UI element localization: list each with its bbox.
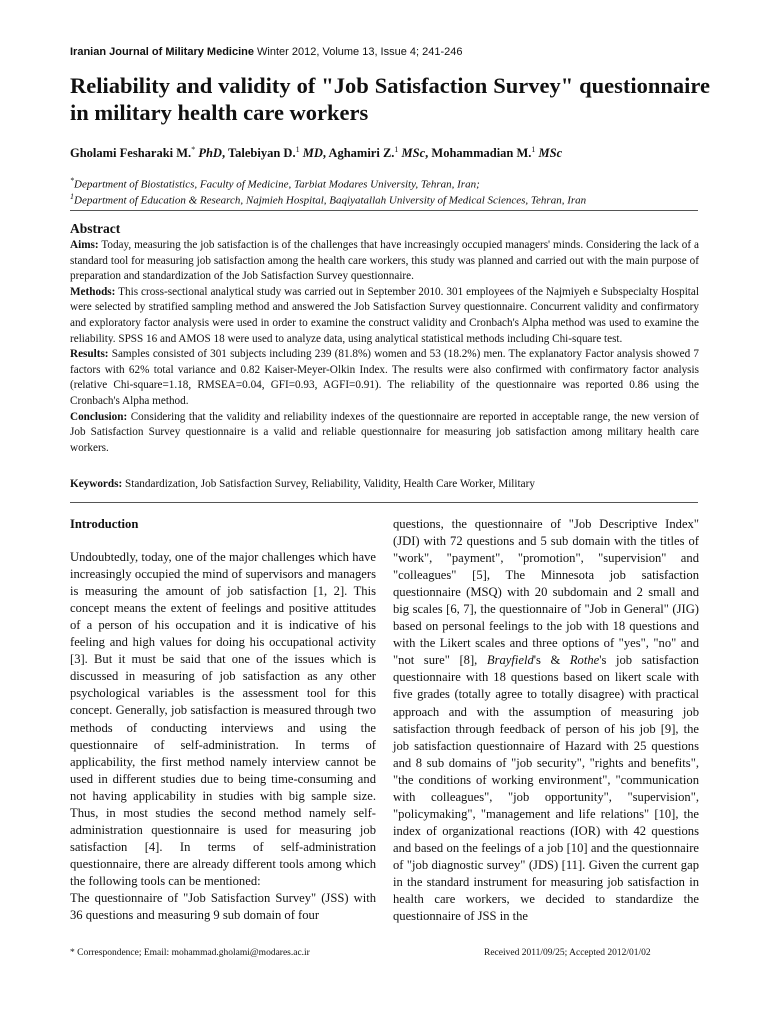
aims-text: Today, measuring the job satisfaction is of the challenges that have increasingly occupied managers' minds. Considering the lack of a standard tool for measuring job satisfaction among the health care workers, this study was planned and carried out with the main purpose of preparation and standardization of the Job Satisfaction Survey questionnaire. [70, 239, 699, 283]
article-title: Reliability and validity of "Job Satisfaction Survey" questionnaire in military health care workers [70, 73, 710, 125]
intro-text: 's & [533, 653, 570, 668]
right-column [393, 516, 699, 925]
keywords [70, 478, 699, 490]
affiliation-mark: 1 [70, 192, 74, 201]
intro-paragraph [393, 516, 699, 925]
abstract-heading: Abstract [70, 221, 121, 236]
journal-header [70, 46, 463, 58]
author-reference: Rothe [569, 653, 600, 668]
received-dates: Received 2011/09/25; Accepted 2012/01/02 [484, 948, 651, 958]
affiliation-text: Department of Education & Research, Najmieh Hospital, Baqiyatallah University of Medical Sciences, Tehran, Iran [74, 194, 587, 207]
results-text: Samples consisted of 301 subjects including 239 (81.8%) women and 53 (18.2%) men. The explanatory Factor analysis showed 7 factors with 62% total variance and 0.82 Kaiser-Meyer-Olkin Index. The results were also confirmed with confirmatory factor analysis (relative Chi-square=1.18, RMSEA=0.04, GFI=0.93, AGFI=0.91). The reliability of the questionnaire was reported 0.86 using the Cronbach's Alpha method. [70, 348, 700, 407]
abstract-results [70, 347, 699, 409]
affiliation [70, 176, 710, 191]
results-label: Results: [70, 348, 109, 361]
affiliation-text: Department of Biostatistics, Faculty of Medicine, Tarbiat Modares University, Tehran, Iran; [74, 178, 480, 191]
abstract-body [70, 238, 699, 456]
journal-issue: Winter 2012, Volume 13, Issue 4; 241-246 [257, 46, 463, 58]
journal-name: Iranian Journal of Military Medicine [70, 46, 254, 58]
author-mark: * [191, 145, 196, 154]
aims-label: Aims: [70, 239, 99, 251]
conclusion-text: Considering that the validity and reliability indexes of the questionnaire are reported in acceptable range, the new version of Job Satisfaction Survey questionnaire is a valid and reliable questionnaire for measuring job satisfaction among military health care workers. [70, 410, 700, 454]
left-column [70, 516, 376, 924]
author-degree: MSc [538, 146, 563, 161]
affiliation-mark: * [70, 176, 74, 185]
author-mark: 1 [531, 145, 536, 154]
affiliation [70, 192, 710, 207]
author-degree: MD [302, 146, 323, 161]
intro-paragraph: The questionnaire of "Job Satisfaction Survey" (JSS) with 36 questions and measuring 9 sub domain of four [70, 890, 376, 923]
methods-label: Methods: [70, 285, 116, 298]
abstract-aims [70, 238, 699, 285]
author-reference: Brayfield [486, 653, 534, 668]
intro-paragraph: Undoubtedly, today, one of the major challenges which have increasingly occupied the mind of supervisors and managers is measuring the amount of job satisfaction [1, 2]. This concept means the extent of feelings and positive attitudes of a person of his occupation and it is indicative of his feeling and high values for doing his occupational activity [3]. But it must be said that one of the issues which is discussed in measuring of job satisfaction as any other psychological variables is the assessment tool for this concept. Generally, job satisfaction is measured through two methods of conducting interviews and using the questionnaire of self-administration. In terms of applicability, the first method namely interview cannot be used in different studies due to being time-consuming and not having applicability in studies with big sample size. Thus, in most studies the second method namely self-administration questionnaire is used for measuring job satisfaction [4]. In terms of self-administration questionnaire, there are already different tools among which the following tools can be mentioned: [70, 550, 376, 888]
divider [70, 502, 698, 503]
author-name: Gholami Fesharaki M. [70, 146, 192, 161]
keywords-text: Standardization, Job Satisfaction Survey, Reliability, Validity, Health Care Worker, Military [125, 478, 535, 490]
author-degree: PhD [198, 146, 222, 161]
intro-text: questions, the questionnaire of "Job Descriptive Index" (JDI) with 72 questions and 5 sub domain with the titles of "work", "payment", "promotion", "supervision" and "colleagues" [5], The Minnesota job satisfaction questionnaire (MSQ) with 20 subdomain and 2 small and big scales [6, 7], the questionnaire of "Job in General" (JIG) based on personal feelings to the job with 18 questions and with the Likert scales and three options of "yes", "no" and "not sure" [8], [393, 517, 699, 668]
author-name: Talebiyan D. [227, 146, 296, 161]
methods-text: This cross-sectional analytical study was carried out in September 2010. 301 employees of the Najmiyeh e Subspecialty Hospital were selected by stratified sampling method and answered the Job Satisfaction Survey questionnaire. Concurrent validity and confirmatory and exploratory factor analysis were used in order to examine the construct validity and Cronbach's Alpha method was used to examine the reliability. SPSS 16 and AMOS 18 were used to analyze data, using analytical statistical methods including Chi-square test. [70, 285, 699, 345]
author-mark: 1 [295, 145, 300, 154]
author-list: Gholami Fesharaki M.* PhD, Talebiyan D.$^1$ MD, Aghamiri Z.$^1$ MSc, Mohammadian M.$^1$ MSc [70, 145, 563, 161]
divider [70, 210, 698, 211]
author-mark: 1 [394, 145, 399, 154]
keywords-label: Keywords: [70, 478, 123, 490]
author-name: Mohammadian M. [431, 146, 532, 161]
author-name: Aghamiri Z. [328, 146, 395, 161]
conclusion-label: Conclusion: [70, 410, 128, 423]
author-degree: MSc [401, 146, 426, 161]
abstract-conclusion [70, 410, 699, 457]
abstract-methods [70, 285, 699, 347]
intro-text: 's job satisfaction questionnaire with 18 questions based on likert scale with five grades (totally agree to totally disagree) with practical approach and with the assumption of measuring job satisfaction through feedback of person of his job [9], the job satisfaction questionnaire of Hazard with 25 questions and 8 sub domains of "job security", "rights and benefits", "the conditions of working environment", "communication with colleagues", "job opportunity", "supervision", "policymaking", "management and life relations" [10], the index of organizational reactions (IOR) with 42 questions and based on the feelings of a job [10] and the questionnaire of "job diagnostic survey" (JDS) [11]. Given the current gap in the standard instrument for measuring job satisfaction in health care workers, we decided to standardize the questionnaire of JSS in the [393, 653, 699, 924]
introduction-heading: Introduction [70, 517, 139, 531]
correspondence-footnote: * Correspondence; Email: mohammad.gholami@modares.ac.ir [70, 948, 310, 958]
